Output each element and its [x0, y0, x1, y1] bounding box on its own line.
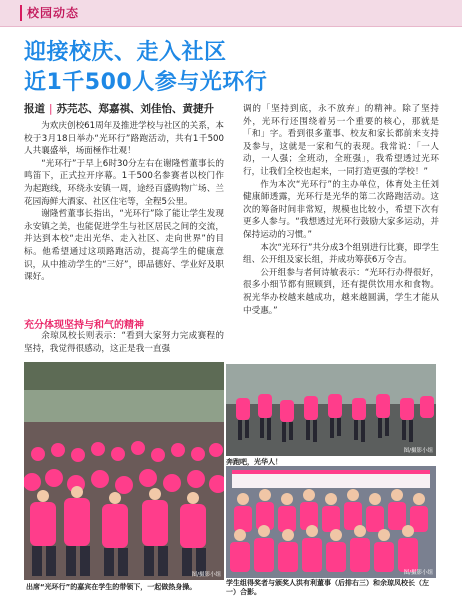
paragraph: 为欢庆创校61周年及推进学校与社区的关系，本校于3月18日举办“光环行”路跑活动，共有1千500人共襄盛举，场面極作壮观！	[24, 121, 224, 157]
paragraph: “光环行”于早上6时30分左右在谢隆哲董事长的鸣笛下，正式拉开序幕。1千500名参赛者以校门作为起跑线，环绕永安镇一周，途经百盛购物广场、兰花园海鲜大酒家、社区住宅等，全程5公里。	[24, 158, 224, 207]
photo-credit: 图/摄影小组	[191, 572, 221, 578]
paragraph: 本次“光环行”共分成3个组别进行比赛，即学生组、公开组及家长组，并成功筹获6万令吉。	[243, 242, 439, 266]
photo-warmup-crowd	[24, 362, 224, 580]
byline-separator: |	[49, 103, 53, 115]
paragraph: 调的「坚持到底，永不放弃」的精神。除了坚持外，光环行还围绕着另一个重要的核心，那就是「和」字。看到很多董事、校友和家长都前来支持及参与，这就是一家和气的表现。我常说：「一人动，一人强；全班动，全班强」，我希望透过光环行，让我们全校也起来，一同打造更强的学校！”	[243, 104, 439, 177]
article-column-1	[24, 120, 224, 284]
photo-award-group-image	[226, 466, 436, 578]
article-column-1-continued	[24, 330, 224, 355]
caption-warmup: 出席“光环行”的嘉宾在学生的带领下，一起做热身操。	[26, 583, 197, 591]
headline-line-2: 近1千500人参与光环行	[24, 70, 268, 95]
photo-runners-image	[226, 364, 436, 456]
photo-credit: 图/摄影小组	[403, 448, 433, 454]
headline-line-1: 迎接校庆、走入社区	[24, 40, 227, 65]
byline-names: 苏芫芯、郑嘉祺、刘佳怡、黄捷升	[56, 103, 215, 115]
photo-award-group	[226, 466, 436, 578]
paragraph: 余琼凤校长则表示：“看到大家努力完成赛程的坚持，我觉得很感动，这正是我一直强	[24, 331, 224, 354]
photo-credit: 图/摄影小组	[403, 570, 433, 576]
section-title: 校园动态	[27, 6, 80, 20]
byline-label: 报道	[24, 103, 45, 115]
section-header	[0, 0, 462, 27]
paragraph: 公开组参与者何诗敏表示：“光环行办得很好，很多小细节都有照顾到，还有提供饮用水和食物。祝光华办校越来越成功，越来越圆满，学生才能从中受惠。”	[243, 267, 439, 316]
paragraph: 谢隆哲董事长指出，“光环行”除了能让学生发现永安镇之美，也能促进学生与社区居民之间的交流，并达到本校“走出光华、走入社区、走向世界”的目标。他希望通过这项路跑活动，提高学生的健康意识，从中推动学生的“三好”，即品德好、学业好及职课好。	[24, 209, 224, 283]
byline	[24, 101, 214, 116]
photo-warmup-crowd-image	[24, 362, 224, 580]
paragraph: 作为本次“光环行”的主办单位，体育处主任刘健康師透露，光环行是光华的第二次路跑活动。这次的筹备时间非常短，规模也比较小，希望下次有更多人参与。“我想透过光环行鼓励大家多运动，并保持运动的习惯。”	[243, 179, 439, 240]
article-column-2	[243, 103, 439, 317]
article-headline	[24, 38, 444, 98]
photo-runners	[226, 364, 436, 456]
section-marker	[20, 5, 22, 21]
caption-runners: 奔跑吧，光华人！	[226, 458, 282, 466]
article-subheading: 充分体现坚持与和气的精神	[24, 320, 144, 331]
caption-award-group: 学生组得奖者与颁奖人洪有利董事（后排右三）和余琼凤校长（左一）合影。	[226, 579, 429, 596]
